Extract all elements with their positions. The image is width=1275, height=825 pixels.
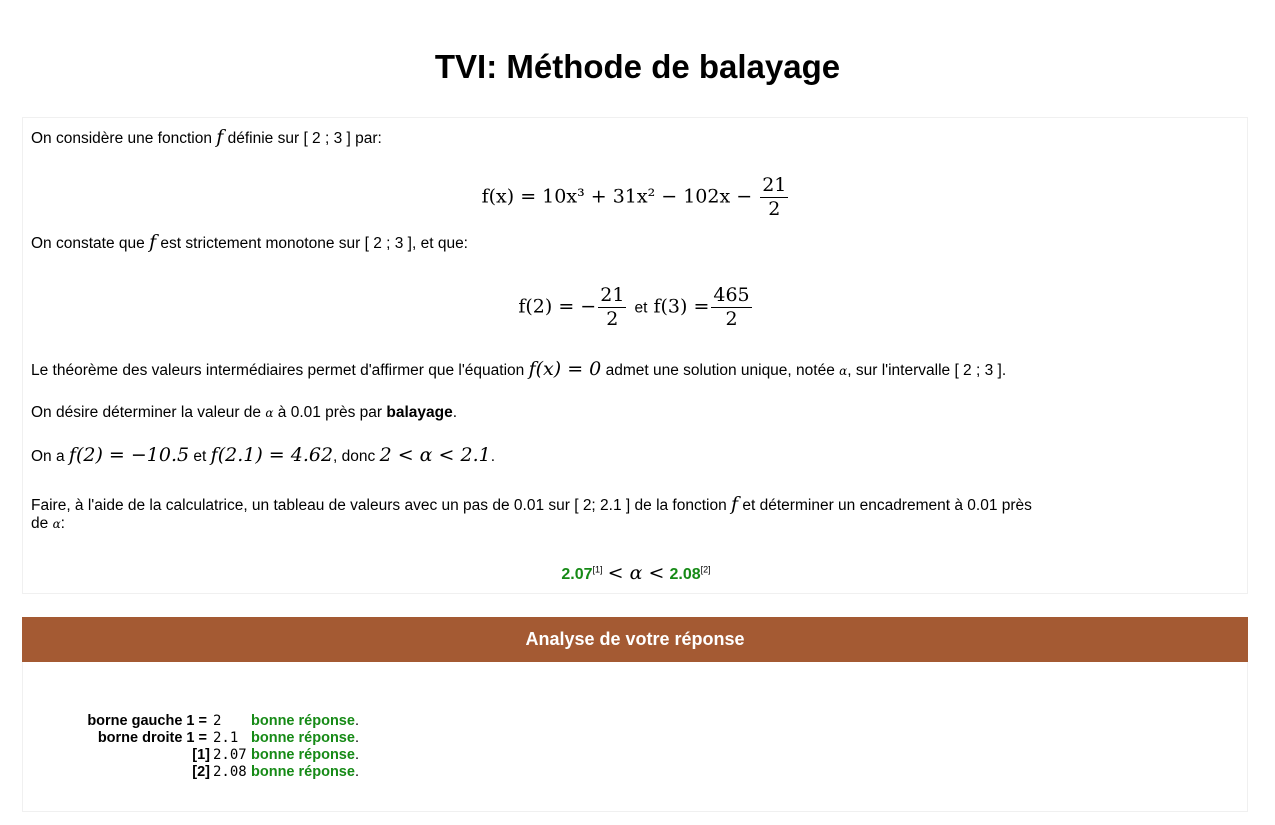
text: . [354, 730, 359, 746]
function-expression: f(x) = 10x³ + 31x² − 102x − [481, 185, 753, 208]
et-text: et [634, 299, 648, 317]
row-label: borne gauche 1 = [87, 713, 207, 729]
row-result: bonne réponse [251, 730, 355, 746]
text: admet une solution unique, notée [605, 362, 835, 379]
math-inequality: 2 < α < 2.1 [379, 444, 491, 466]
alpha-symbol: α [265, 406, 274, 420]
text: , sur l'intervalle [ 2 ; 3 ]. [847, 362, 1007, 379]
row-value: 2 [213, 713, 222, 729]
fraction-numerator: 21 [600, 284, 625, 306]
method-keyword: balayage [386, 404, 453, 421]
task-paragraph-end [31, 514, 65, 534]
math-value: f(2) = −10.5 [68, 444, 190, 466]
text: , donc [333, 448, 376, 465]
fraction-numerator: 465 [713, 284, 750, 306]
analysis-panel [22, 662, 1248, 812]
analysis-banner: Analyse de votre réponse [22, 617, 1248, 662]
answer-right-value: 2.08 [669, 566, 701, 583]
text: On constate que [31, 235, 145, 252]
function-definition [23, 174, 1249, 221]
fraction [760, 174, 788, 221]
text: On a [31, 448, 65, 465]
exercise-card [22, 117, 1248, 594]
row-label: [1] [192, 747, 210, 763]
answer-line [23, 562, 1249, 584]
answer-left-value: 2.07 [561, 566, 593, 583]
text: et déterminer un encadrement à 0.01 près [742, 497, 1032, 514]
row-label: borne droite 1 = [97, 730, 207, 746]
page-title: TVI: Méthode de balayage [434, 48, 841, 85]
text: est strictement monotone sur [ 2 ; 3 ], et que: [160, 235, 468, 252]
monotone-paragraph [31, 233, 468, 253]
text: On désire déterminer la valeur de [31, 404, 262, 421]
objective-paragraph [31, 403, 457, 423]
alpha-symbol: α [839, 364, 848, 378]
function-symbol: f [149, 231, 157, 253]
text: . [452, 404, 458, 421]
bracket-paragraph [31, 446, 495, 466]
text: . [354, 764, 359, 780]
text: Le théorème des valeurs intermédiaires permet d'affirmer que l'équation [31, 362, 525, 379]
task-paragraph [31, 495, 1032, 515]
fraction [598, 284, 626, 331]
row-value: 2.08 [213, 764, 247, 780]
intro-paragraph [31, 128, 382, 148]
row-value: 2.07 [213, 747, 247, 763]
row-result: bonne réponse [251, 747, 355, 763]
equation: f(x) = 0 [528, 358, 602, 380]
f2-expression: f(2) = − [518, 295, 597, 318]
tvi-paragraph [31, 360, 1006, 381]
row-label: [2] [192, 764, 210, 780]
text: : [60, 515, 65, 532]
fraction-denominator: 2 [725, 308, 738, 330]
text: à 0.01 près par [277, 404, 383, 421]
fraction [711, 284, 751, 331]
math-value: f(2.1) = 4.62 [210, 444, 334, 466]
text: . [354, 713, 359, 729]
fraction-numerator: 21 [762, 174, 787, 196]
text: et [193, 448, 207, 465]
function-symbol: f [216, 126, 224, 148]
domain-text: définie sur [ 2 ; 3 ] par: [227, 130, 382, 147]
row-result: bonne réponse [251, 764, 355, 780]
row-value: 2.1 [213, 730, 239, 746]
answer-right-ref: [2] [700, 564, 711, 575]
answer-inequality: < α < [607, 562, 665, 584]
text: de [31, 515, 49, 532]
row-result: bonne réponse [251, 713, 355, 729]
answer-left-ref: [1] [592, 564, 603, 575]
f3-expression: f(3) = [653, 295, 710, 318]
boundary-values [23, 284, 1249, 331]
text: . [354, 747, 359, 763]
text: Faire, à l'aide de la calculatrice, un tableau de valeurs avec un pas de 0.01 sur [ 2; 2.1 ] de la fonction [31, 497, 727, 514]
alpha-symbol: α [52, 517, 61, 531]
text: . [490, 448, 496, 465]
intro-text: On considère une fonction [31, 130, 212, 147]
fraction-denominator: 2 [768, 198, 781, 220]
function-symbol: f [731, 493, 739, 515]
fraction-denominator: 2 [606, 308, 619, 330]
